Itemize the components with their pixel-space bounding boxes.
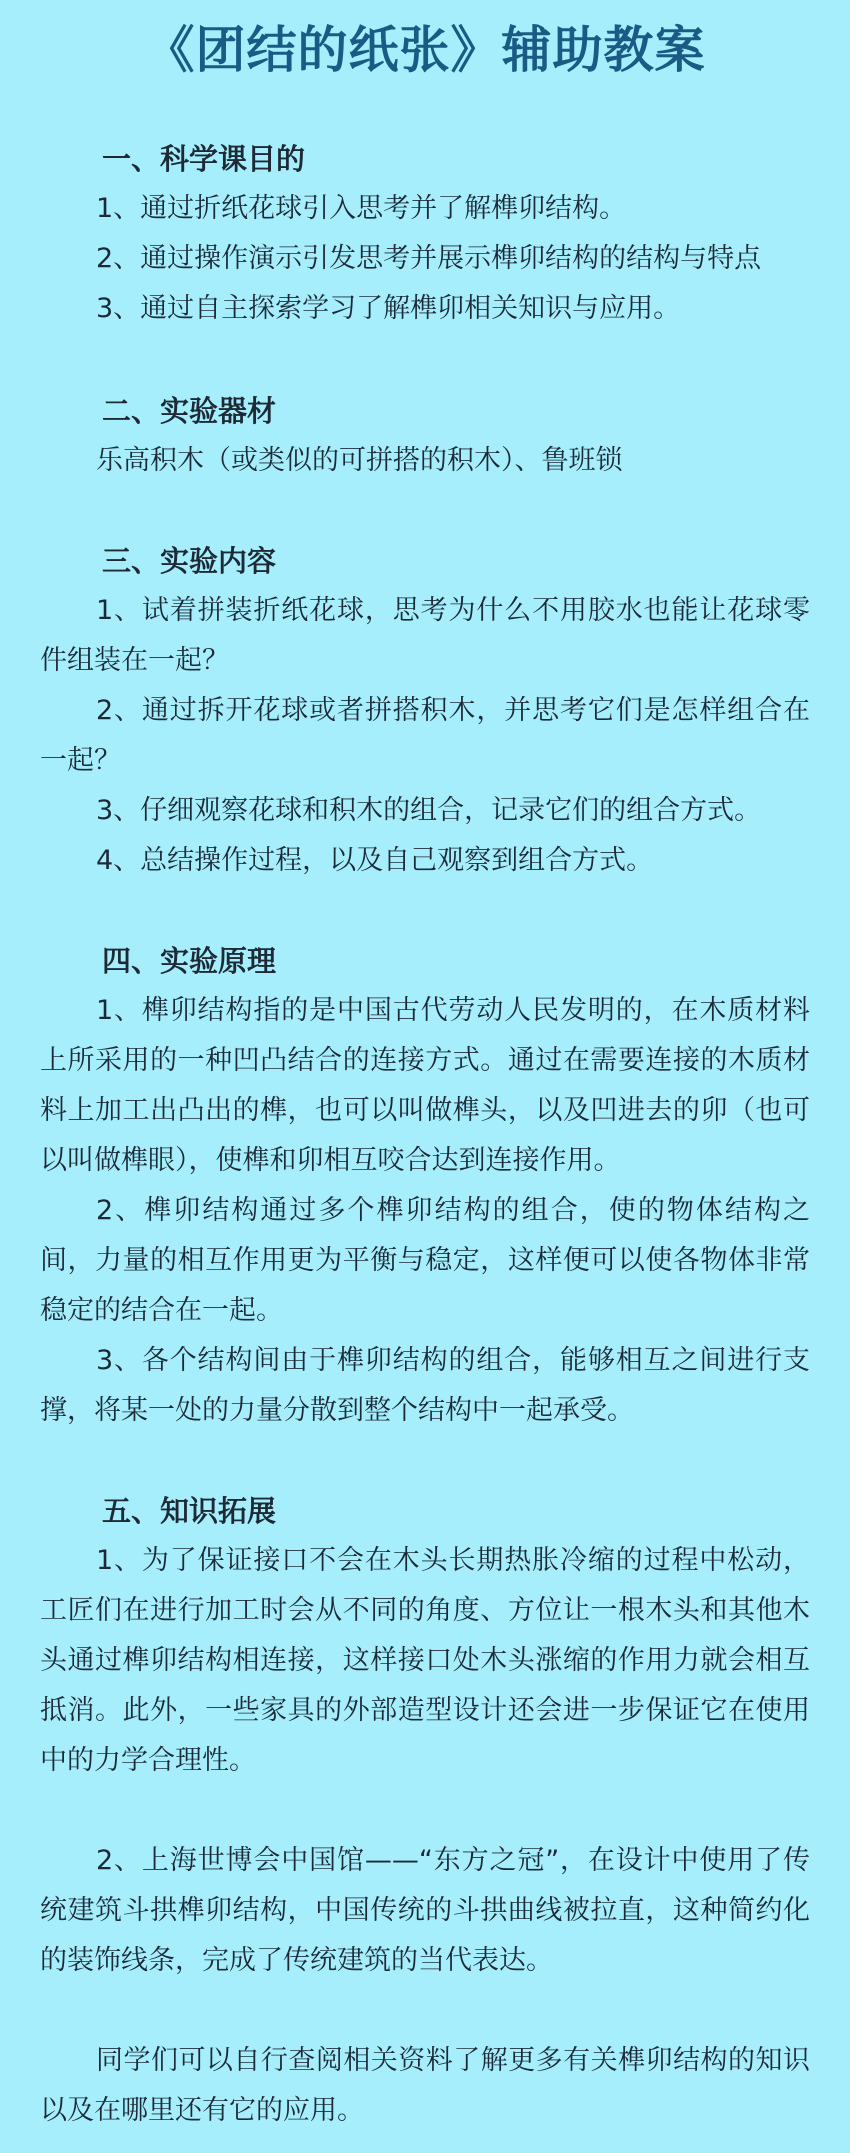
section-heading: 三、实验内容 [102, 544, 277, 578]
section-extension [40, 1486, 850, 2136]
section-principle [40, 936, 850, 1436]
content-item-1: 1、试着拼装折纸花球，思考为什么不用胶水也能让花球零件组装在一起？ [40, 595, 810, 676]
section-content [40, 536, 850, 886]
page-title: 《团结的纸张》辅助教案 [144, 21, 706, 79]
section-heading: 五、知识拓展 [102, 1494, 277, 1528]
principle-item-1: 1、榫卯结构指的是中国古代劳动人民发明的，在木质材料上所采用的一种凹凸结合的连接方式。通过在需要连接的木质材料上加工出凸出的榫，也可以叫做榫头，以及凹进去的卯（也可以叫做榫眼），使榫和卯相互咬合达到连接作用。 [40, 995, 810, 1176]
section-equipment [40, 386, 850, 486]
content-item-2: 2、通过拆开花球或者拼搭积木，并思考它们是怎样组合在一起？ [40, 695, 810, 776]
purpose-item-2: 2、通过操作演示引发思考并展示榫卯结构的结构与特点 [96, 243, 762, 274]
section-heading: 二、实验器材 [102, 394, 277, 428]
section-heading: 四、实验原理 [102, 944, 277, 978]
extension-item-2: 2、上海世博会中国馆——“东方之冠”，在设计中使用了传统建筑斗拱榫卯结构，中国传统的斗拱曲线被拉直，这种简约化的装饰线条，完成了传统建筑的当代表达。 [40, 1845, 810, 1976]
extension-closing-note: 同学们可以自行查阅相关资料了解更多有关榫卯结构的知识以及在哪里还有它的应用。 [40, 2045, 810, 2126]
section-heading: 一、科学课目的 [102, 142, 306, 176]
equipment-text: 乐高积木（或类似的可拼搭的积木）、鲁班锁 [96, 445, 623, 476]
principle-item-2: 2、榫卯结构通过多个榫卯结构的组合，使的物体结构之间，力量的相互作用更为平衡与稳定，这样便可以使各物体非常稳定的结合在一起。 [40, 1195, 810, 1326]
content-item-4: 4、总结操作过程，以及自己观察到组合方式。 [96, 845, 654, 876]
principle-item-3: 3、各个结构间由于榫卯结构的组合，能够相互之间进行支撑，将某一处的力量分散到整个结构中一起承受。 [40, 1345, 810, 1426]
purpose-item-1: 1、通过折纸花球引入思考并了解榫卯结构。 [96, 193, 627, 224]
section-purpose [40, 134, 850, 334]
extension-item-1: 1、为了保证接口不会在木头长期热胀冷缩的过程中松动，工匠们在进行加工时会从不同的角度、方位让一根木头和其他木头通过榫卯结构相连接，这样接口处木头涨缩的作用力就会相互抵消。此外，一些家具的外部造型设计还会进一步保证它在使用中的力学合理性。 [40, 1545, 810, 1776]
content-item-3: 3、仔细观察花球和积木的组合，记录它们的组合方式。 [96, 795, 762, 826]
purpose-item-3: 3、通过自主探索学习了解榫卯相关知识与应用。 [96, 293, 681, 324]
